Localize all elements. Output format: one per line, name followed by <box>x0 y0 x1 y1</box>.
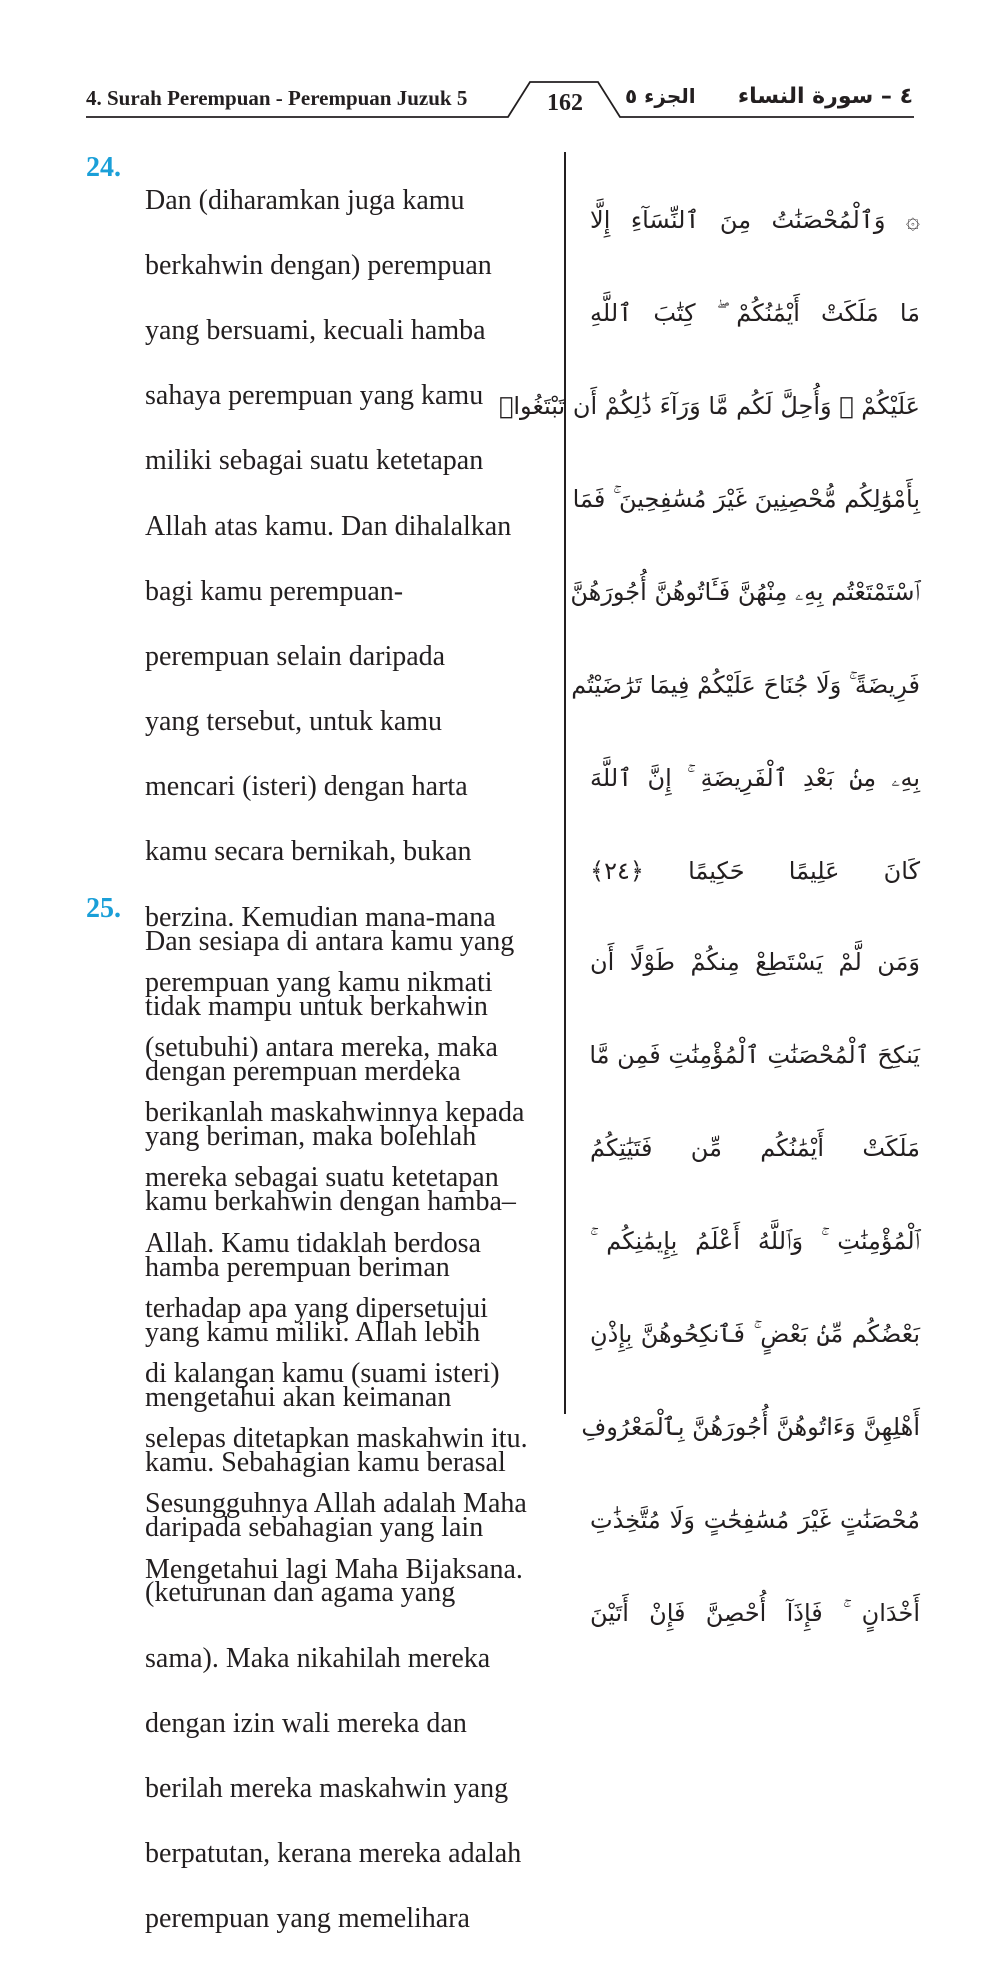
arabic-line: أَهْلِهِنَّ وَءَاتُوهُنَّ أُجُورَهُنَّ بِٱلْمَعْرُوفِ <box>581 1412 920 1441</box>
arabic-line: مُحْصَنَٰتٍ غَيْرَ مُسَٰفِحَٰتٍ وَلَا مُتَّخِذَٰتِ <box>590 1505 920 1534</box>
text-line: sama). Maka nikahilah mereka <box>145 1642 491 1674</box>
column-divider <box>564 152 566 1414</box>
juz-label-arabic: الجزء ٥ <box>625 84 696 108</box>
verse-24-arabic <box>498 150 920 941</box>
arabic-line: يَنكِحَ ٱلْمُحْصَنَٰتِ ٱلْمُؤْمِنَٰتِ فَمِن مَّا <box>589 1040 920 1069</box>
running-title: 4. Surah Perempuan - Perempuan Juzuk 5 <box>86 86 468 110</box>
verse-number: 25. <box>86 893 121 924</box>
text-line: perempuan yang memelihara <box>145 1903 470 1935</box>
text-line: selepas ditetapkan maskahwin itu. <box>145 1423 528 1455</box>
text-line: berkahwin dengan) perempuan <box>145 249 492 281</box>
arabic-line: فَرِيضَةً ۚ وَلَا جُنَاحَ عَلَيْكُمْ فِيمَا تَرَٰضَيْتُم <box>571 670 920 699</box>
text-line: kamu secara bernikah, bukan <box>145 836 472 868</box>
arabic-line: مَا مَلَكَتْ أَيْمَٰنُكُمْ ۖ كِتَٰبَ ٱللَّهِ <box>590 298 920 327</box>
text-line: daripada sebahagian yang lain <box>145 1512 484 1544</box>
arabic-line: بِأَمْوَٰلِكُم مُّحْصِنِينَ غَيْرَ مُسَٰفِحِينَ ۚ فَمَا <box>572 484 920 513</box>
arabic-line: ٱسْتَمْتَعْتُم بِهِۦ مِنْهُنَّ فَـَٔاتُوهُنَّ أُجُورَهُنَّ <box>570 577 920 606</box>
arabic-line: عَلَيْكُمْ ۚ وَأُحِلَّ لَكُم مَّا وَرَآءَ ذَٰلِكُمْ أَن تَبْتَغُوا۟ <box>498 391 920 420</box>
text-line: Allah atas kamu. Dan dihalalkan <box>145 510 512 542</box>
text-line: (keturunan dan agama yang <box>145 1577 456 1609</box>
text-line: miliki sebagai suatu ketetapan <box>145 445 484 477</box>
header-rule <box>0 0 1000 130</box>
text-line: Dan sesiapa di antara kamu yang <box>145 925 515 957</box>
text-line: Dan (diharamkan juga kamu <box>145 184 465 216</box>
arabic-line: ٱلْمُؤْمِنَٰتِ ۚ وَٱللَّهُ أَعْلَمُ بِإِيمَٰنِكُم ۚ <box>590 1226 920 1255</box>
text-line: perempuan yang kamu nikmati <box>145 966 493 998</box>
text-line: berzina. Kemudian mana-mana <box>145 901 496 933</box>
text-line: kamu. Sebahagian kamu berasal <box>145 1447 506 1479</box>
page-number: 162 <box>547 90 583 116</box>
arabic-line: أَخْدَانٍ ۚ فَإِذَآ أُحْصِنَّ فَإِنْ أَتَيْنَ <box>590 1598 920 1627</box>
text-line: mereka sebagai suatu ketetapan <box>145 1162 499 1194</box>
text-line: kamu berkahwin dengan hamba– <box>145 1186 516 1218</box>
arabic-line: وَمَن لَّمْ يَسْتَطِعْ مِنكُمْ طَوْلًا أَن <box>590 947 920 976</box>
text-line: dengan izin wali mereka dan <box>145 1707 467 1739</box>
text-line: mencari (isteri) dengan harta <box>145 771 468 803</box>
text-line: Mengetahui lagi Maha Bijaksana. <box>145 1553 523 1585</box>
text-line: di kalangan kamu (suami isteri) <box>145 1357 500 1389</box>
text-line: berilah mereka maskahwin yang <box>145 1773 509 1805</box>
text-line: terhadap apa yang dipersetujui <box>145 1292 488 1324</box>
text-line: sahaya perempuan yang kamu <box>145 380 484 412</box>
text-line: Allah. Kamu tidaklah berdosa <box>145 1227 481 1259</box>
text-line: yang tersebut, untuk kamu <box>145 706 443 738</box>
text-line: (setubuhi) antara mereka, maka <box>145 1032 498 1064</box>
verse-number: 24. <box>86 152 121 183</box>
text-line: yang kamu miliki. Allah lebih <box>145 1316 481 1348</box>
arabic-line: بِهِۦ مِنۢ بَعْدِ ٱلْفَرِيضَةِ ۚ إِنَّ ٱللَّهَ <box>590 763 920 792</box>
arabic-line: كَانَ عَلِيمًا حَكِيمًا ﴿٢٤﴾ <box>590 856 920 885</box>
verse-25-translation <box>86 893 561 1969</box>
verse-25-arabic <box>581 892 920 1683</box>
text-line: berikanlah maskahwinnya kepada <box>145 1097 525 1129</box>
text-line: bagi kamu perempuan- <box>145 575 404 607</box>
text-line: mengetahui akan keimanan <box>145 1381 452 1413</box>
text-line: dengan perempuan merdeka <box>145 1055 461 1087</box>
text-line: Sesungguhnya Allah adalah Maha <box>145 1488 527 1520</box>
text-line: yang bersuami, kecuali hamba <box>145 314 486 346</box>
arabic-line: بَعْضُكُم مِّنۢ بَعْضٍ ۚ فَٱنكِحُوهُنَّ بِإِذْنِ <box>590 1319 920 1348</box>
arabic-line: مَلَكَتْ أَيْمَٰنُكُم مِّن فَتَيَٰتِكُمُ <box>590 1133 920 1162</box>
text-line: hamba perempuan beriman <box>145 1251 450 1283</box>
surah-title-arabic: ٤ – سورة النساء <box>737 84 913 109</box>
text-line: yang beriman, maka bolehlah <box>145 1121 477 1153</box>
arabic-line: ۞ وَٱلْمُحْصَنَٰتُ مِنَ ٱلنِّسَآءِ إِلَّا <box>590 205 920 234</box>
text-line: berpatutan, kerana mereka adalah <box>145 1838 522 1870</box>
text-line: tidak mampu untuk berkahwin <box>145 990 488 1022</box>
text-line: perempuan selain daripada <box>145 640 446 672</box>
